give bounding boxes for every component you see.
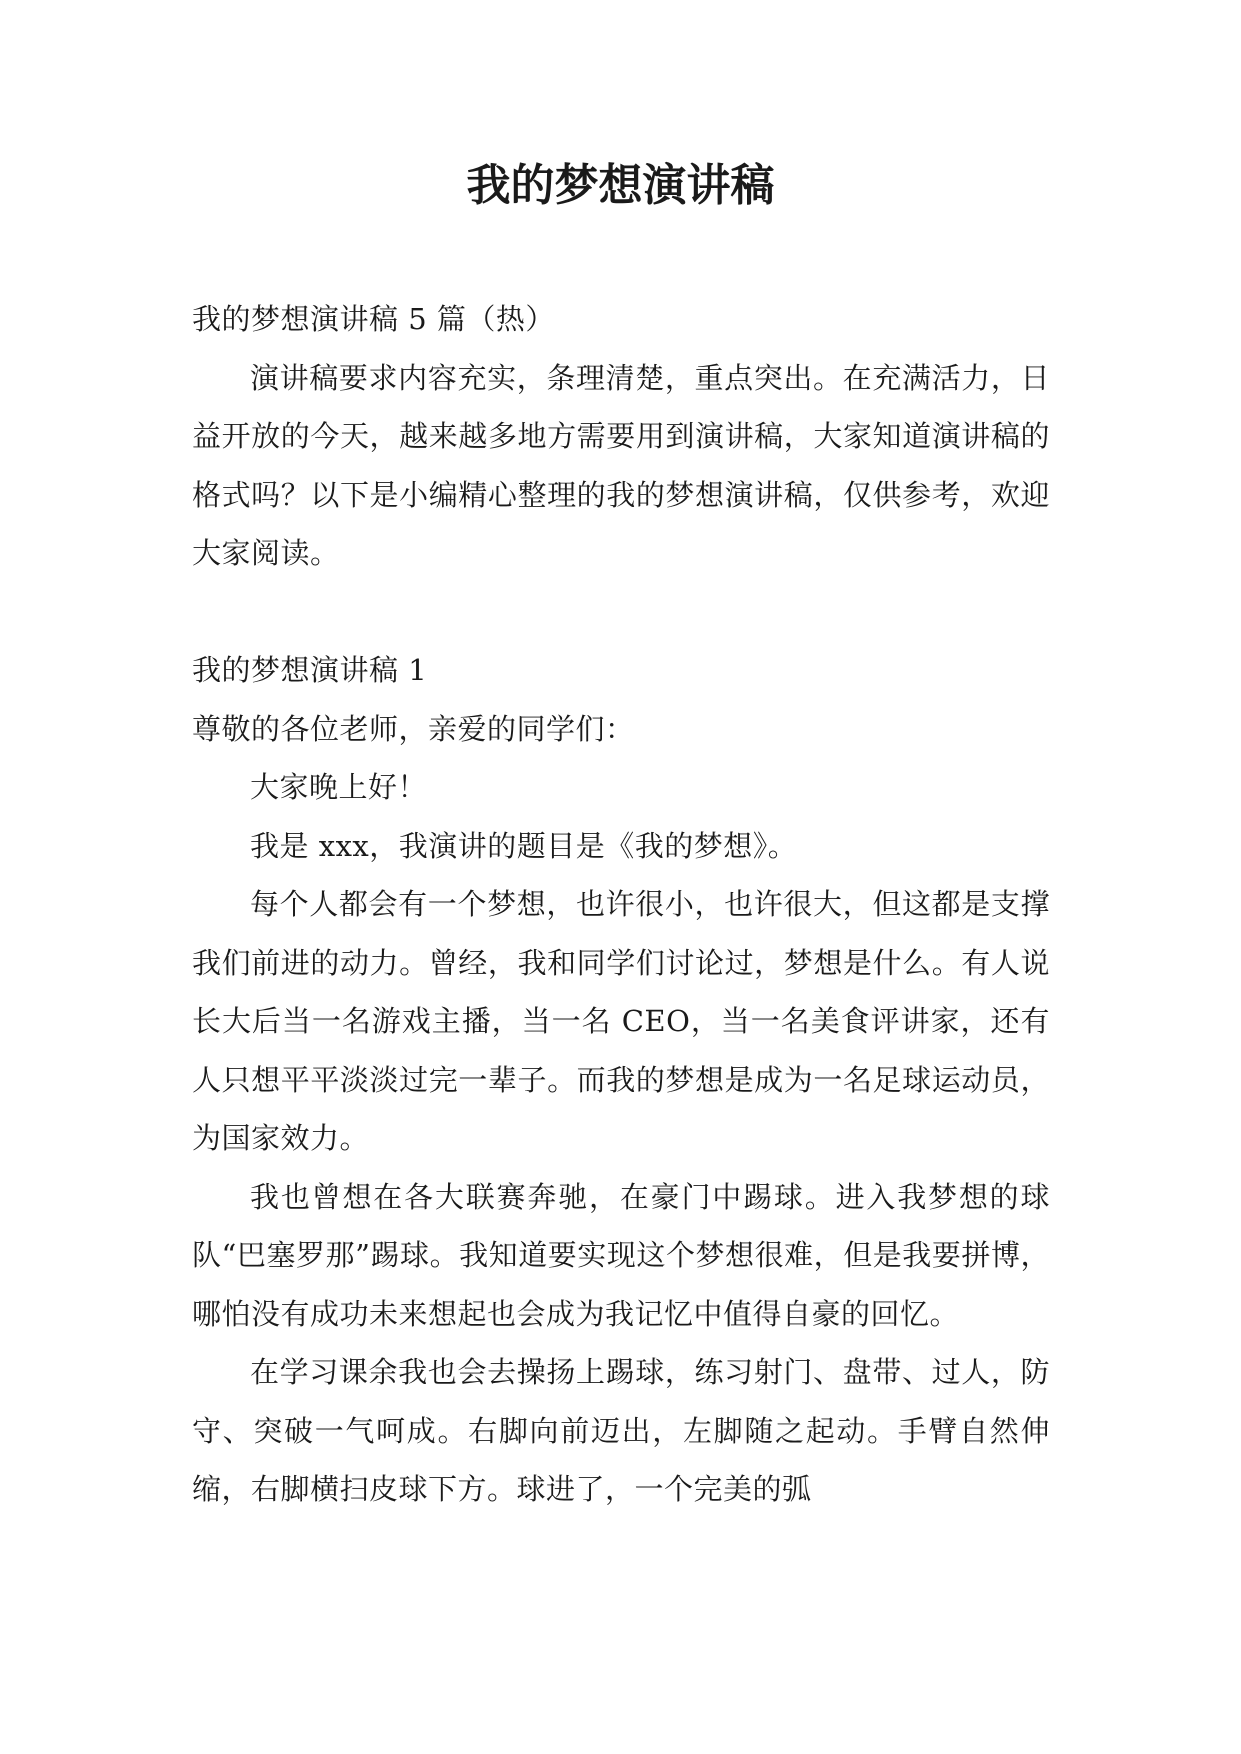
salutation: 尊敬的各位老师，亲爱的同学们： [192, 711, 635, 746]
document-title: 我的梦想演讲稿 [466, 160, 775, 211]
document-body [192, 290, 1050, 1519]
body-paragraph: 大家晚上好！ [250, 770, 428, 804]
section-heading: 我的梦想演讲稿 1 [192, 653, 428, 687]
body-paragraph: 在学习课余我也会去操扬上踢球，练习射门、盘带、过人，防守、突破一气呵成。右脚向前迈出，左脚随之起动。手臂自然伸缩，右脚横扫皮球下方。球进了，一个完美的弧 [192, 1355, 1050, 1506]
intro-paragraph: 演讲稿要求内容充实，条理清楚，重点突出。在充满活力，日益开放的今天，越来越多地方需要用到演讲稿，大家知道演讲稿的格式吗？以下是小编精心整理的我的梦想演讲稿，仅供参考，欢迎大家阅读。 [192, 360, 1050, 570]
section-spacer [192, 583, 1050, 642]
document-subtitle: 我的梦想演讲稿 5 篇（热） [192, 302, 555, 336]
body-paragraph: 我也曾想在各大联赛奔驰，在豪门中踢球。进入我梦想的球队“巴塞罗那”踢球。我知道要实现这个梦想很难，但是我要拼博，哪怕没有成功未来想起也会成为我记忆中值得自豪的回忆。 [192, 1179, 1050, 1331]
body-paragraph: 我是 xxx，我演讲的题目是《我的梦想》。 [250, 828, 798, 863]
body-paragraph: 每个人都会有一个梦想，也许很小，也许很大，但这都是支撑我们前进的动力。曾经，我和同学们讨论过，梦想是什么。有人说长大后当一名游戏主播，当一名 CEO，当一名美食评讲家，还有人只想平平淡淡过完一辈子。而我的梦想是成为一名足球运动员，为国家效力。 [192, 887, 1050, 1155]
